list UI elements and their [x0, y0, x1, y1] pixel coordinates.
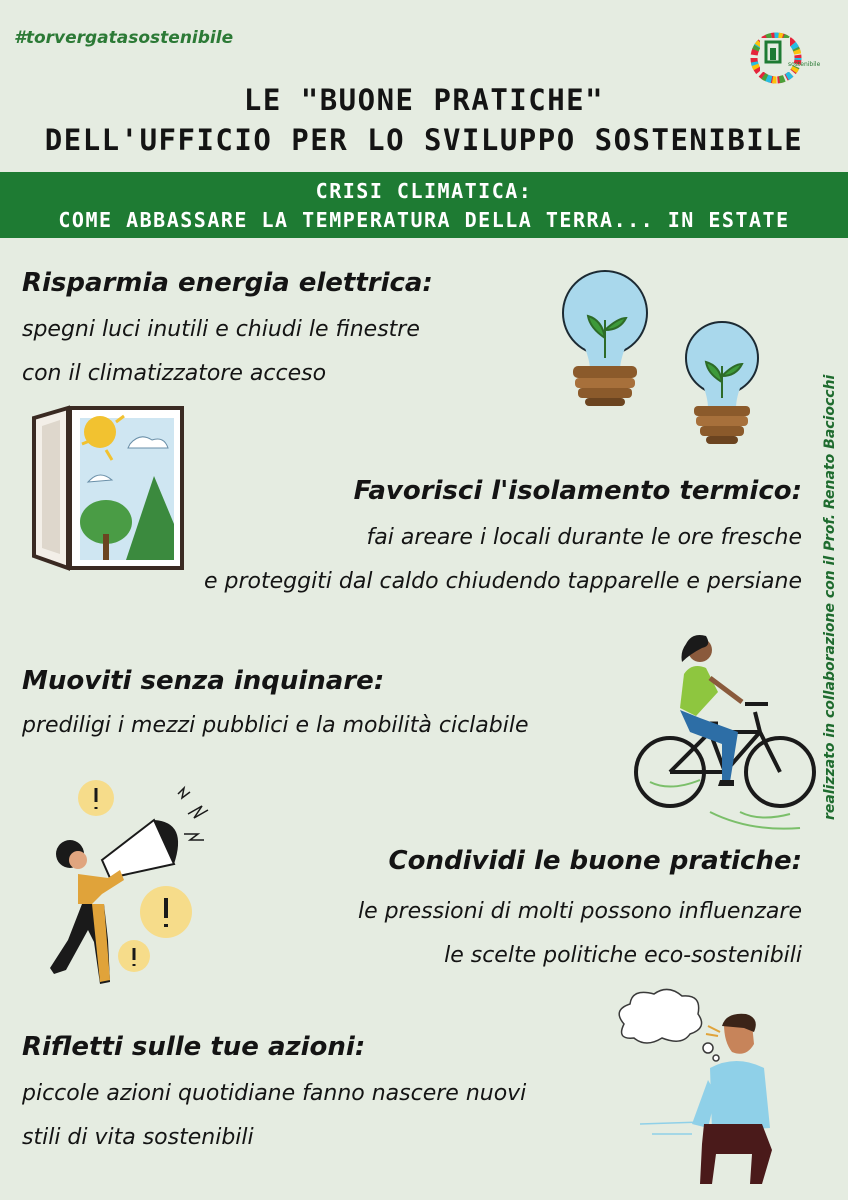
hashtag: #torvergatasostenibile [14, 28, 234, 48]
lightbulb-plant-icon [560, 258, 770, 458]
section-text-energy [22, 308, 420, 396]
section-heading-energy: Risparmia energia elettrica: [22, 268, 433, 298]
section-text-reflect [22, 1072, 526, 1160]
section-text-insulation [204, 516, 802, 604]
title-line-1: LE "BUONE PRATICHE" [243, 83, 605, 117]
section-line: le pressioni di molti possono influenzare [357, 899, 802, 924]
section-heading-insulation: Favorisci l'isolamento termico: [353, 476, 802, 506]
section-line: fai areare i locali durante le ore fresche [366, 525, 802, 550]
credit-text: realizzato in collaborazione con il Prof. Renato Baciocchi [822, 374, 838, 820]
section-line: e proteggiti dal caldo chiudendo tapparelle e persiane [203, 569, 802, 594]
topic-banner [0, 172, 848, 238]
logo-text: sostenibile [788, 61, 821, 68]
title-line-2: DELL'UFFICIO PER LO SVILUPPO SOSTENIBILE [44, 123, 804, 157]
cyclist-icon [630, 632, 820, 842]
section-text-share [358, 890, 802, 978]
page-title [0, 80, 848, 160]
section-heading-reflect: Rifletti sulle tue azioni: [22, 1032, 366, 1062]
thinking-man-icon [612, 984, 802, 1200]
banner-line-1: CRISI CLIMATICA: [315, 179, 533, 203]
section-line: spegni luci inutili e chiudi le finestre [22, 317, 420, 342]
section-line: prediligi i mezzi pubblici e la mobilità ciclabile [22, 713, 529, 738]
section-heading-mobility: Muoviti senza inquinare: [22, 666, 385, 696]
megaphone-icon [38, 770, 218, 1000]
section-line: con il climatizzatore acceso [22, 361, 327, 386]
section-text-mobility [22, 704, 528, 748]
section-line: le scelte politiche eco-sostenibili [444, 943, 802, 968]
section-line: stili di vita sostenibili [22, 1125, 254, 1150]
banner-line-2: COME ABBASSARE LA TEMPERATURA DELLA TERRA... IN ESTATE [58, 208, 790, 232]
open-window-icon [30, 404, 186, 572]
section-heading-share: Condividi le buone pratiche: [388, 846, 802, 876]
section-line: piccole azioni quotidiane fanno nascere nuovi [22, 1081, 527, 1106]
